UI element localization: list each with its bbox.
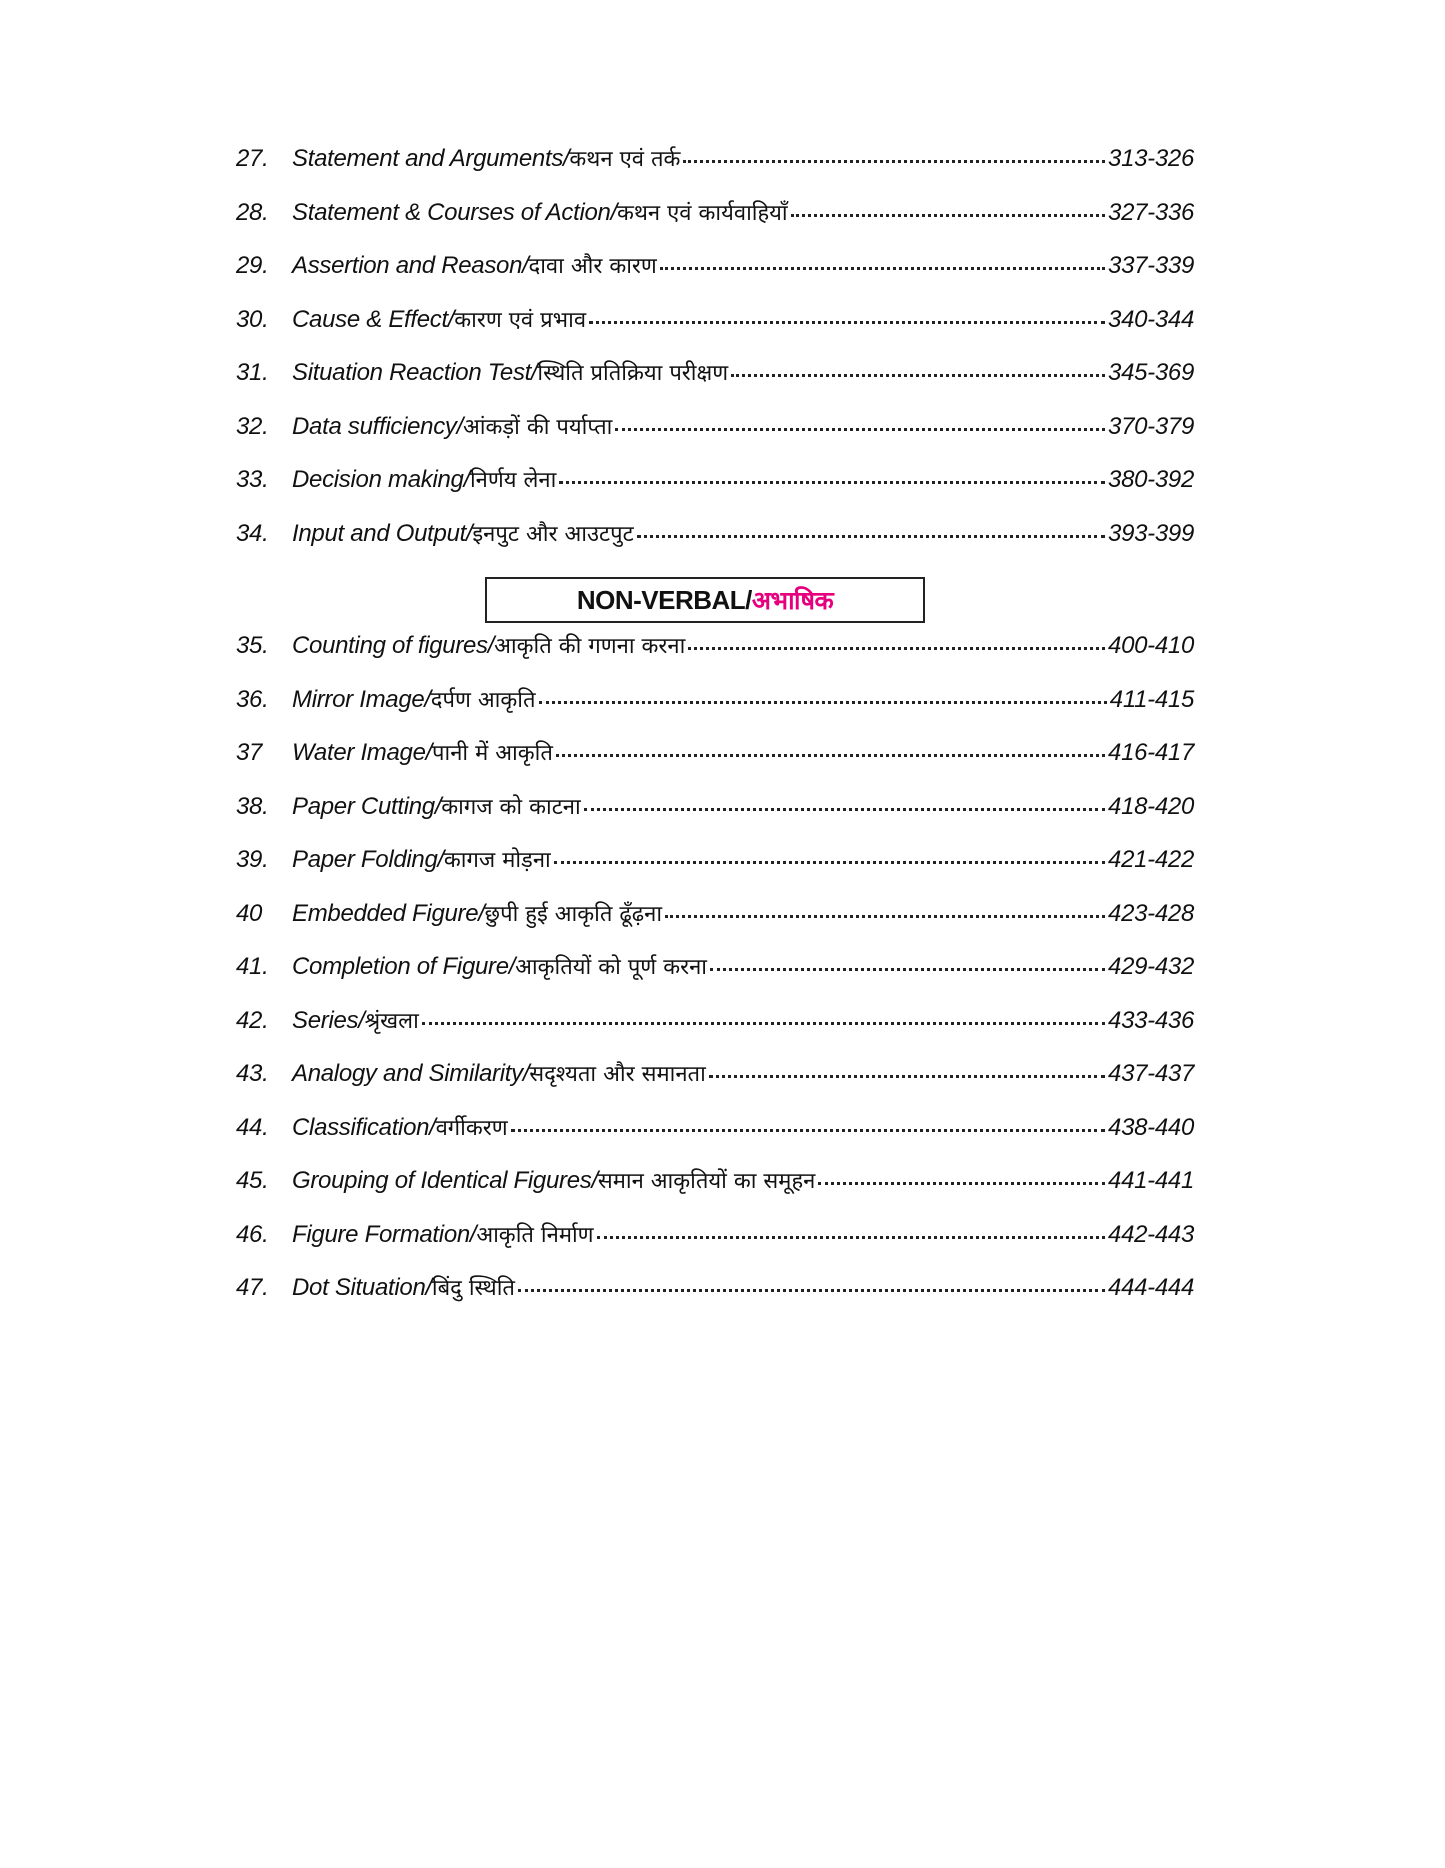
page-range: 313-326 [1108, 145, 1194, 172]
dot-leader [791, 214, 1105, 217]
toc-entry [236, 737, 1194, 791]
page-range: 411-415 [1109, 685, 1194, 713]
chapter-title [292, 1112, 508, 1142]
dot-leader [518, 1289, 1105, 1292]
dot-leader [539, 701, 1107, 704]
toc-entry [236, 844, 1194, 898]
chapter-title-hi: कथन एवं तर्क [569, 147, 681, 172]
dot-leader [556, 754, 1105, 757]
page-range: 400-410 [1108, 632, 1194, 659]
chapter-title-en: Situation Reaction Test/ [292, 359, 538, 386]
page-range: 423-428 [1108, 899, 1194, 927]
toc-list-verbal [236, 143, 1194, 571]
chapter-title-hi: सदृश्यता और समानता [529, 1062, 706, 1087]
chapter-title [292, 630, 685, 660]
chapter-title [292, 357, 728, 387]
page-range: 442-443 [1108, 1220, 1194, 1248]
page-range: 416-417 [1108, 739, 1194, 766]
dot-leader [688, 647, 1105, 650]
chapter-title-hi: निर्णय लेना [469, 468, 557, 493]
chapter-title [292, 464, 556, 494]
toc-entry [236, 518, 1194, 572]
dot-leader [710, 968, 1105, 971]
chapter-title [292, 844, 551, 874]
chapter-title-en: Cause & Effect/ [292, 305, 455, 333]
page-range: 444-444 [1108, 1274, 1194, 1301]
chapter-title [292, 304, 586, 334]
section-label-hi: अभाषिक [751, 586, 834, 615]
toc-entry [236, 898, 1194, 952]
chapter-title [292, 737, 553, 767]
chapter-title-hi: कथन एवं कार्यवाहियाँ [616, 200, 788, 226]
chapter-title-en: Input and Output/ [292, 519, 473, 547]
toc-entry [236, 304, 1194, 358]
chapter-number: 38. [236, 792, 269, 820]
chapter-title [292, 1219, 594, 1249]
dot-leader [731, 374, 1105, 377]
chapter-title-en: Mirror Image/ [292, 685, 431, 713]
page-range: 433-436 [1108, 1006, 1194, 1034]
chapter-title [292, 791, 581, 821]
toc-entry [236, 250, 1194, 304]
chapter-title-en: Water Image/ [292, 739, 433, 766]
chapter-title-hi: इनपुट और आउटपुट [472, 521, 634, 547]
dot-leader [637, 535, 1105, 538]
dot-leader [422, 1022, 1105, 1025]
chapter-title-hi: बिंदु स्थिति [431, 1276, 515, 1301]
page-range: 327-336 [1108, 198, 1194, 226]
chapter-number: 40 [236, 899, 263, 927]
dot-leader [597, 1236, 1105, 1239]
page-range: 337-339 [1108, 252, 1194, 279]
chapter-number: 44. [236, 1113, 269, 1141]
dot-leader [665, 915, 1105, 918]
chapter-number: 46. [236, 1220, 269, 1248]
chapter-title [292, 1058, 706, 1088]
chapter-title-hi: कागज को काटना [441, 794, 581, 820]
section-header-wrap [236, 572, 1194, 628]
toc-entry [236, 951, 1194, 1005]
chapter-title-hi: कारण एवं प्रभाव [454, 307, 587, 333]
toc-entry [236, 411, 1194, 465]
page-range: 393-399 [1108, 519, 1194, 547]
chapter-title-en: Figure Formation/ [292, 1220, 477, 1248]
dot-leader [709, 1075, 1105, 1078]
page-range: 370-379 [1108, 412, 1194, 440]
toc-entry [236, 1058, 1194, 1112]
chapter-title [292, 1165, 815, 1195]
chapter-title-hi: दर्पण आकृति [430, 687, 536, 713]
chapter-title-en: Statement & Courses of Action/ [292, 198, 617, 226]
chapter-title [292, 411, 612, 441]
chapter-title-en: Paper Cutting/ [292, 792, 442, 820]
page-range: 437-437 [1108, 1060, 1194, 1087]
toc-list-non-verbal [236, 630, 1194, 1326]
chapter-title-en: Completion of Figure/ [292, 953, 516, 980]
chapter-number: 32. [236, 412, 269, 440]
page-range: 438-440 [1108, 1113, 1194, 1141]
dot-leader [554, 861, 1105, 864]
chapter-title [292, 898, 662, 928]
chapter-title-en: Counting of figures/ [292, 632, 495, 659]
chapter-title-hi: श्रृंखला [364, 1008, 419, 1034]
chapter-number: 34. [236, 519, 269, 547]
dot-leader [660, 267, 1105, 270]
chapter-title-en: Assertion and Reason/ [292, 252, 529, 279]
chapter-title-hi: कागज मोड़ना [443, 848, 551, 873]
chapter-title-en: Paper Folding/ [292, 846, 444, 873]
table-of-contents [236, 143, 1194, 1326]
toc-entry [236, 1005, 1194, 1059]
toc-entry [236, 630, 1194, 684]
chapter-number: 27. [236, 145, 269, 172]
chapter-title-en: Data sufficiency/ [292, 412, 463, 440]
chapter-number: 36. [236, 685, 269, 713]
dot-leader [511, 1129, 1105, 1132]
chapter-title-hi: आकृति की गणना करना [494, 634, 686, 659]
toc-entry [236, 1112, 1194, 1166]
chapter-number: 45. [236, 1167, 269, 1194]
chapter-title-en: Decision making/ [292, 466, 470, 493]
chapter-number: 28. [236, 198, 269, 226]
chapter-title [292, 143, 680, 173]
page-range: 418-420 [1108, 792, 1194, 820]
chapter-number: 30. [236, 305, 269, 333]
toc-entry [236, 197, 1194, 251]
dot-leader [615, 428, 1105, 431]
chapter-title-hi: स्थिति प्रतिक्रिया परीक्षण [537, 361, 729, 386]
chapter-title-en: Dot Situation/ [292, 1274, 432, 1301]
chapter-title [292, 684, 536, 714]
chapter-title-en: Statement and Arguments/ [292, 145, 570, 172]
dot-leader [683, 160, 1105, 163]
chapter-title-en: Series/ [292, 1006, 365, 1034]
dot-leader [589, 321, 1105, 324]
dot-leader [818, 1182, 1105, 1185]
chapter-title-hi: समान आकृतियों का समूहन [597, 1169, 816, 1194]
chapter-number: 33. [236, 466, 269, 493]
chapter-title-hi: छुपी हुई आकृति ढूँढ़ना [484, 901, 663, 927]
chapter-title-hi: दावा और कारण [528, 254, 657, 279]
section-label-en: NON-VERBAL/ [576, 584, 752, 615]
dot-leader [559, 481, 1105, 484]
chapter-title-hi: पानी में आकृति [432, 741, 553, 766]
toc-entry [236, 1272, 1194, 1326]
chapter-title [292, 1272, 515, 1302]
chapter-title [292, 1005, 419, 1035]
chapter-title-en: Grouping of Identical Figures/ [292, 1167, 598, 1194]
page-range: 441-441 [1108, 1167, 1194, 1194]
chapter-title [292, 197, 788, 227]
chapter-title-en: Classification/ [292, 1113, 436, 1141]
chapter-number: 37 [236, 739, 263, 766]
chapter-title-hi: आंकड़ों की पर्याप्ता [462, 414, 613, 440]
chapter-number: 42. [236, 1006, 269, 1034]
chapter-title-en: Analogy and Similarity/ [292, 1060, 530, 1087]
chapter-number: 31. [236, 359, 269, 386]
toc-entry [236, 791, 1194, 845]
dot-leader [584, 808, 1105, 811]
section-header-non-verbal [485, 577, 925, 623]
toc-entry [236, 143, 1194, 197]
chapter-number: 39. [236, 846, 269, 873]
toc-entry [236, 464, 1194, 518]
toc-entry [236, 1219, 1194, 1273]
chapter-title-hi: आकृति निर्माण [476, 1222, 594, 1248]
chapter-number: 29. [236, 252, 269, 279]
page-range: 429-432 [1108, 953, 1194, 980]
chapter-title [292, 518, 634, 548]
chapter-title [292, 951, 707, 981]
chapter-title-hi: वर्गीकरण [435, 1115, 508, 1141]
chapter-number: 47. [236, 1274, 269, 1301]
page-range: 345-369 [1108, 359, 1194, 386]
page-range: 340-344 [1108, 305, 1194, 333]
chapter-title-en: Embedded Figure/ [292, 899, 485, 927]
chapter-number: 41. [236, 953, 269, 980]
toc-entry [236, 684, 1194, 738]
page-range: 380-392 [1108, 466, 1194, 493]
page-range: 421-422 [1108, 846, 1194, 873]
toc-entry [236, 357, 1194, 411]
chapter-title [292, 250, 657, 280]
chapter-number: 43. [236, 1060, 269, 1087]
chapter-number: 35. [236, 632, 269, 659]
chapter-title-hi: आकृतियों को पूर्ण करना [515, 955, 708, 980]
toc-entry [236, 1165, 1194, 1219]
